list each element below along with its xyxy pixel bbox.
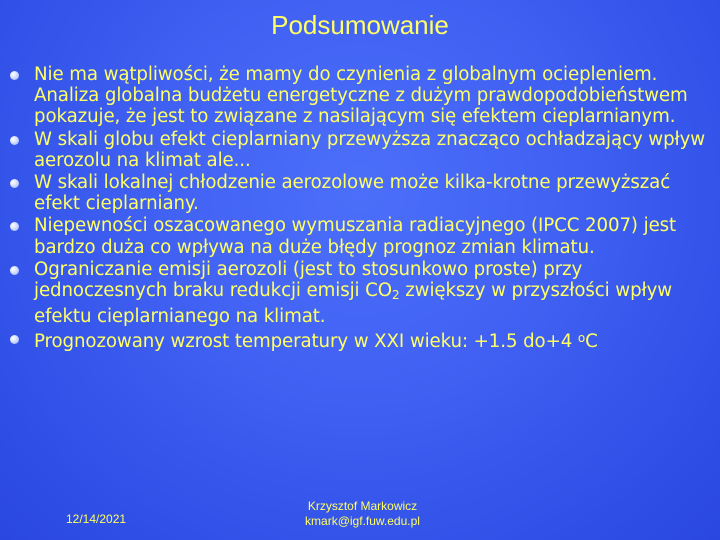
bullet-icon <box>10 71 19 80</box>
author-email: kmark@igf.fuw.edu.pl <box>305 514 420 528</box>
bullet-text: Nie ma wątpliwości, że mamy do czynienia z globalnym ociepleniem. Analiza globalna budżetu energetyczne z dużym prawdopodobieństwem pokazuje, że jest to związane z nasilającym się efektem cieplarnianym. <box>34 64 688 128</box>
bullet-text-part: C <box>585 331 598 353</box>
bullet-text-part: Prognozowany wzrost temperatury w XXI wieku: +1.5 do+4 <box>34 331 578 353</box>
bullet-item <box>10 328 715 352</box>
bullet-icon <box>10 335 19 344</box>
bullet-text <box>34 331 598 352</box>
bullet-item <box>10 129 715 171</box>
bullet-list <box>10 64 715 354</box>
footer-author <box>270 499 455 529</box>
bullet-item <box>10 215 715 257</box>
bullet-text: W skali globu efekt cieplarniany przewyższa znacząco ochładzający wpływ aerozolu na klimat ale... <box>34 128 706 171</box>
bullet-text: W skali lokalnej chłodzenie aerozolowe może kilka-krotne przewyższać efekt cieplarniany. <box>34 172 671 215</box>
bullet-text-part: zwiększy w przyszłości wpływ efektu cieplarnianego na klimat. <box>34 280 673 328</box>
bullet-icon <box>10 179 19 188</box>
bullet-icon <box>10 222 19 231</box>
bullet-icon <box>10 266 19 275</box>
author-name: Krzysztof Markowicz <box>307 499 418 513</box>
bullet-item <box>10 172 715 214</box>
bullet-text: Niepewności oszacowanego wymuszania radiacyjnego (IPCC 2007) jest bardzo duża co wpływa na duże błędy prognoz zmian klimatu. <box>34 215 677 258</box>
footer-date: 12/14/2021 <box>66 512 127 526</box>
co2-subscript: 2 <box>392 288 400 303</box>
bullet-text-part: Ograniczanie emisji aerozoli (jest to stosunkowo proste) przy jednoczesnych braku redukcji emisji CO <box>34 258 583 302</box>
slide-title: Podsumowanie <box>271 10 449 40</box>
degree-superscript: o <box>577 331 586 346</box>
bullet-icon <box>10 136 19 145</box>
bullet-item <box>10 64 715 128</box>
bullet-item <box>10 259 715 328</box>
bullet-text <box>34 259 672 327</box>
